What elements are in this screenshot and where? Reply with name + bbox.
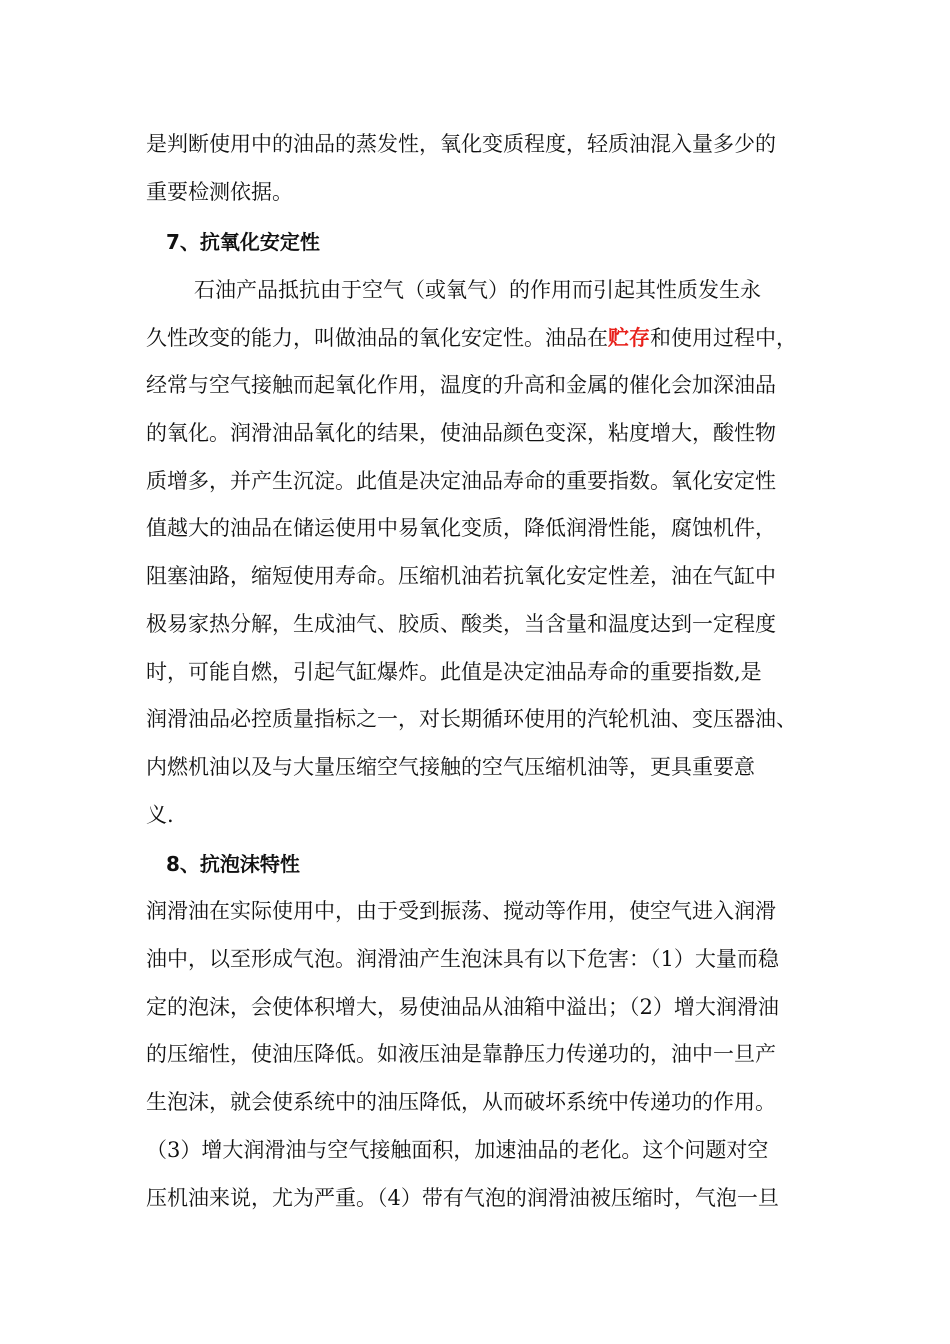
paragraph-line: （3）增大润滑油与空气接触面积，加速油品的老化。这个问题对空: [146, 1138, 769, 1162]
paragraph-line: 极易家热分解，生成油气、胶质、酸类，当含量和温度达到一定程度: [146, 612, 776, 636]
paragraph-line: 经常与空气接触而起氧化作用，温度的升高和金属的催化会加深油品: [146, 373, 776, 397]
paragraph-line: 石油产品抵抗由于空气（或氧气）的作用而引起其性质发生永: [194, 278, 761, 302]
paragraph-line: 内燃机油以及与大量压缩空气接触的空气压缩机油等，更具重要意: [146, 755, 755, 779]
paragraph-line: 是判断使用中的油品的蒸发性，氧化变质程度，轻质油混入量多少的: [146, 132, 776, 156]
paragraph-line-with-highlight: [146, 324, 810, 352]
paragraph-text: 和使用过程中，: [650, 326, 797, 350]
paragraph-line: 值越大的油品在储运使用中易氧化变质，降低润滑性能，腐蚀机件，: [146, 516, 776, 540]
paragraph-line: 重要检测依据。: [146, 180, 293, 204]
paragraph-line: 压机油来说，尤为严重。（4）带有气泡的润滑油被压缩时，气泡一旦: [146, 1186, 779, 1210]
paragraph-line: 时，可能自燃，引起气缸爆炸。此值是决定油品寿命的重要指数,是: [146, 660, 762, 684]
paragraph-line: 的压缩性，使油压降低。如液压油是靠静压力传递功的，油中一旦产: [146, 1042, 776, 1066]
paragraph-line: 润滑油在实际使用中，由于受到振荡、搅动等作用，使空气进入润滑: [146, 899, 776, 923]
paragraph-line: 定的泡沫，会使体积增大，易使油品从油箱中溢出；（2）增大润滑油: [146, 995, 779, 1019]
section-heading-oxidation-stability: 7、抗氧化安定性: [166, 230, 320, 254]
paragraph-line: 阻塞油路，缩短使用寿命。压缩机油若抗氧化安定性差，油在气缸中: [146, 564, 776, 588]
paragraph-line: 润滑油品必控质量指标之一，对长期循环使用的汽轮机油、变压器油、: [146, 707, 797, 731]
paragraph-line: 质增多，并产生沉淀。此值是决定油品寿命的重要指数。氧化安定性: [146, 469, 776, 493]
paragraph-line: 的氧化。润滑油品氧化的结果，使油品颜色变深，粘度增大，酸性物: [146, 421, 776, 445]
paragraph-line: 生泡沫，就会使系统中的油压降低，从而破坏系统中传递功的作用。: [146, 1090, 776, 1114]
paragraph-line: 油中，以至形成气泡。润滑油产生泡沫具有以下危害：（1）大量而稳: [146, 947, 779, 971]
section-heading-anti-foam: 8、抗泡沫特性: [166, 852, 300, 876]
highlighted-term: 贮存: [608, 325, 650, 350]
paragraph-text: 久性改变的能力，叫做油品的氧化安定性。油品在: [146, 326, 608, 350]
paragraph-line: 义.: [146, 803, 174, 827]
